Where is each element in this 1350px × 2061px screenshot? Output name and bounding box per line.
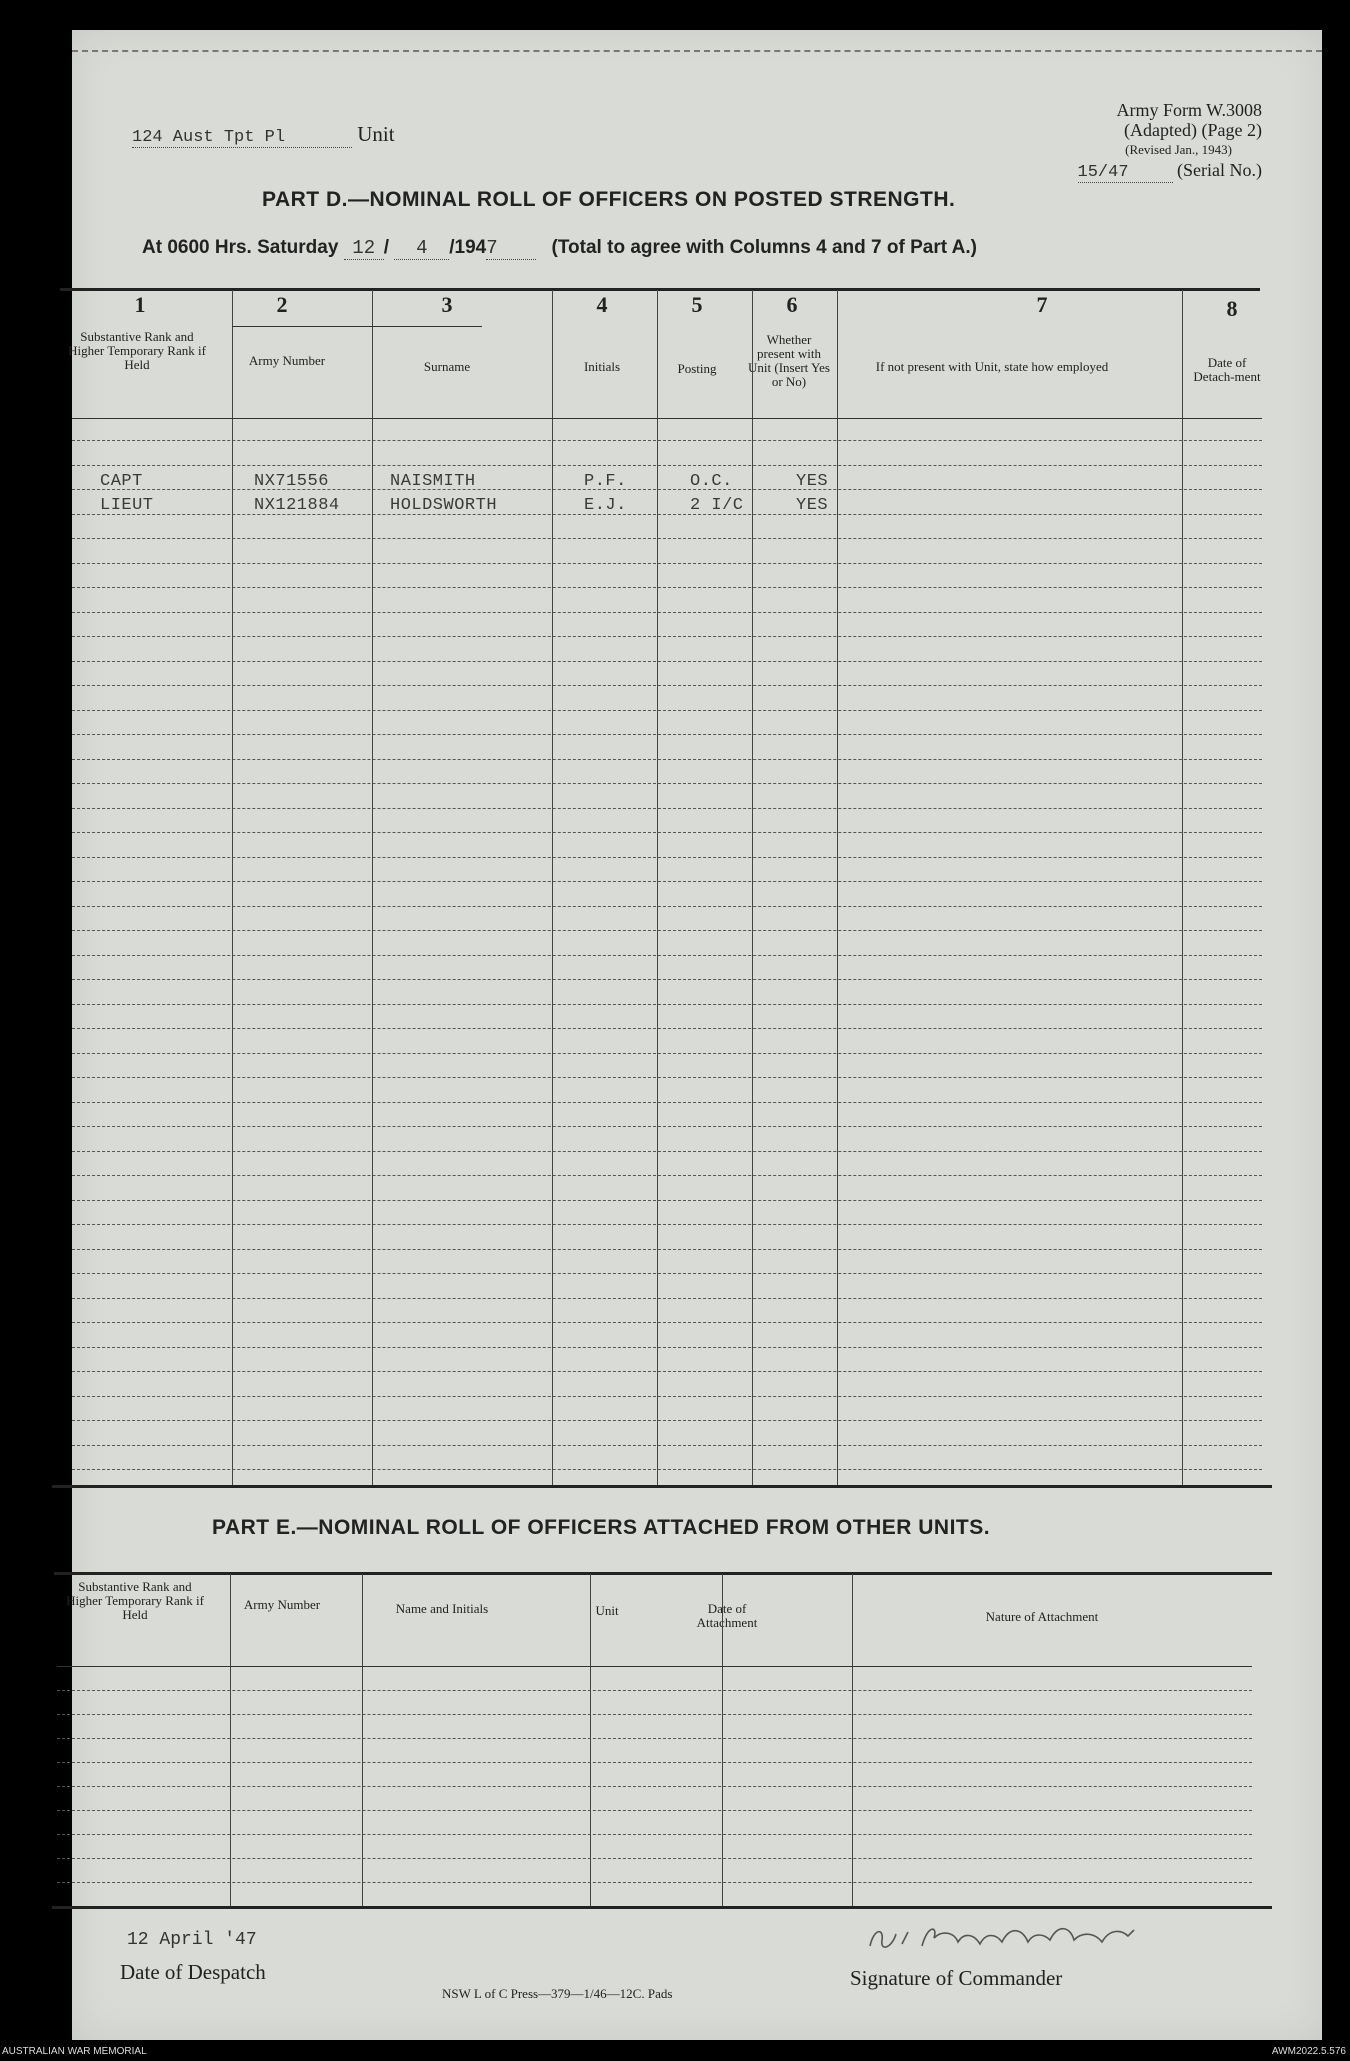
e-col-header-name: Name and Initials xyxy=(395,1601,489,1616)
col-header-detachment: Date of Detach-ment xyxy=(1193,355,1261,384)
col-number-4: 4 xyxy=(596,292,608,317)
e-col-header-rank: Substantive Rank and Higher Temporary Rank if Held xyxy=(66,1579,204,1622)
e-col-header-nature: Nature of Attachment xyxy=(985,1609,1099,1624)
commander-signature xyxy=(862,1918,1182,1958)
part-e-ruled-row xyxy=(57,1738,1252,1739)
col-header-present: Whether present with Unit (Insert Yes or No) xyxy=(748,332,830,389)
row2-posting: 2 I/C xyxy=(690,496,744,515)
part-e-ruled-row xyxy=(57,1714,1252,1715)
form-subtitle: (Adapted) (Page 2) xyxy=(1124,120,1262,140)
col-number-6: 6 xyxy=(786,292,798,317)
date-prefix: At 0600 Hrs. Saturday xyxy=(142,237,339,258)
row2-army-number: NX121884 xyxy=(254,496,340,515)
part-e-header-rule xyxy=(57,1666,1252,1667)
row1-posting: O.C. xyxy=(690,472,733,491)
part-e-table xyxy=(66,30,1322,1980)
col-number-8: 8 xyxy=(1226,296,1238,321)
row2-initials: E.J. xyxy=(584,496,627,515)
part-e-col-divider xyxy=(230,1574,231,1906)
col-number-2: 2 xyxy=(276,292,288,317)
serial-value: 15/47 xyxy=(1078,163,1173,183)
press-note: NSW L of C Press—379—1/46—12C. Pads xyxy=(442,1986,673,2001)
signature-label: Signature of Commander xyxy=(850,1966,1063,1990)
form-page xyxy=(66,30,1322,2040)
archive-left: AUSTRALIAN WAR MEMORIAL xyxy=(2,2046,147,2057)
col-header-army-number: Army Number xyxy=(248,353,326,368)
part-e-ruled-row xyxy=(57,1690,1252,1691)
date-year-digit: 7 xyxy=(486,237,536,260)
part-d-title: PART D.—NOMINAL ROLL OF OFFICERS ON POSTED STRENGTH. xyxy=(262,188,956,211)
col-header-surname: Surname xyxy=(423,359,471,374)
col-number-3: 3 xyxy=(441,292,453,317)
part-e-title: PART E.—NOMINAL ROLL OF OFFICERS ATTACHED FROM OTHER UNITS. xyxy=(212,1516,991,1539)
row1-initials: P.F. xyxy=(584,472,627,491)
part-e-top-rule xyxy=(54,1572,1272,1575)
date-day: 12 xyxy=(344,237,384,260)
date-month: 4 xyxy=(394,237,449,260)
serial-label: (Serial No.) xyxy=(1177,160,1262,180)
row1-army-number: NX71556 xyxy=(254,472,329,491)
unit-label: Unit xyxy=(357,122,395,146)
despatch-label: Date of Despatch xyxy=(120,1960,266,1984)
row2-surname: HOLDSWORTH xyxy=(390,496,498,515)
archive-right: AWM2022.5.576 xyxy=(1271,2046,1346,2057)
part-e-ruled-row xyxy=(57,1762,1252,1763)
form-title: Army Form W.3008 xyxy=(1116,100,1262,120)
e-col-header-army-number: Army Number xyxy=(243,1597,321,1612)
col-header-posting: Posting xyxy=(677,361,717,376)
row2-present: YES xyxy=(796,496,829,515)
col-header-rank: Substantive Rank and Higher Temporary Rank if Held xyxy=(68,329,206,372)
date-year-prefix: 194 xyxy=(454,237,487,258)
row1-present: YES xyxy=(796,472,829,491)
col-number-1: 1 xyxy=(134,292,146,317)
part-e-ruled-row xyxy=(57,1810,1252,1811)
e-col-header-date: Date of Attachment xyxy=(696,1601,758,1630)
part-e-ruled-row xyxy=(57,1882,1252,1883)
part-e-ruled-row xyxy=(57,1786,1252,1787)
part-e-col-divider xyxy=(852,1574,853,1906)
part-e-col-divider xyxy=(362,1574,363,1906)
part-e-col-divider xyxy=(722,1574,723,1906)
unit-value: 124 Aust Tpt Pl xyxy=(132,128,352,148)
date-line: At 0600 Hrs. Saturday 12 / 4 /1947 (Total to agree with Columns 4 and 7 of Part A.) xyxy=(142,237,977,259)
row2-rank: LIEUT xyxy=(100,496,154,515)
form-revised: (Revised Jan., 1943) xyxy=(1125,142,1232,157)
date-suffix: (Total to agree with Columns 4 and 7 of Part A.) xyxy=(551,237,977,258)
row1-rank: CAPT xyxy=(100,472,143,491)
part-e-ruled-row xyxy=(57,1858,1252,1859)
col-header-initials: Initials xyxy=(583,359,621,374)
part-e-col-divider xyxy=(590,1574,591,1906)
e-col-header-unit: Unit xyxy=(595,1603,619,1618)
col-header-employed: If not present with Unit, state how employed xyxy=(875,359,1109,374)
row1-surname: NAISMITH xyxy=(390,472,476,491)
despatch-value: 12 April '47 xyxy=(127,1930,257,1950)
col-number-7: 7 xyxy=(1036,292,1048,317)
col-number-5: 5 xyxy=(691,292,703,317)
part-e-ruled-row xyxy=(57,1834,1252,1835)
part-e-bottom-rule xyxy=(52,1906,1272,1909)
